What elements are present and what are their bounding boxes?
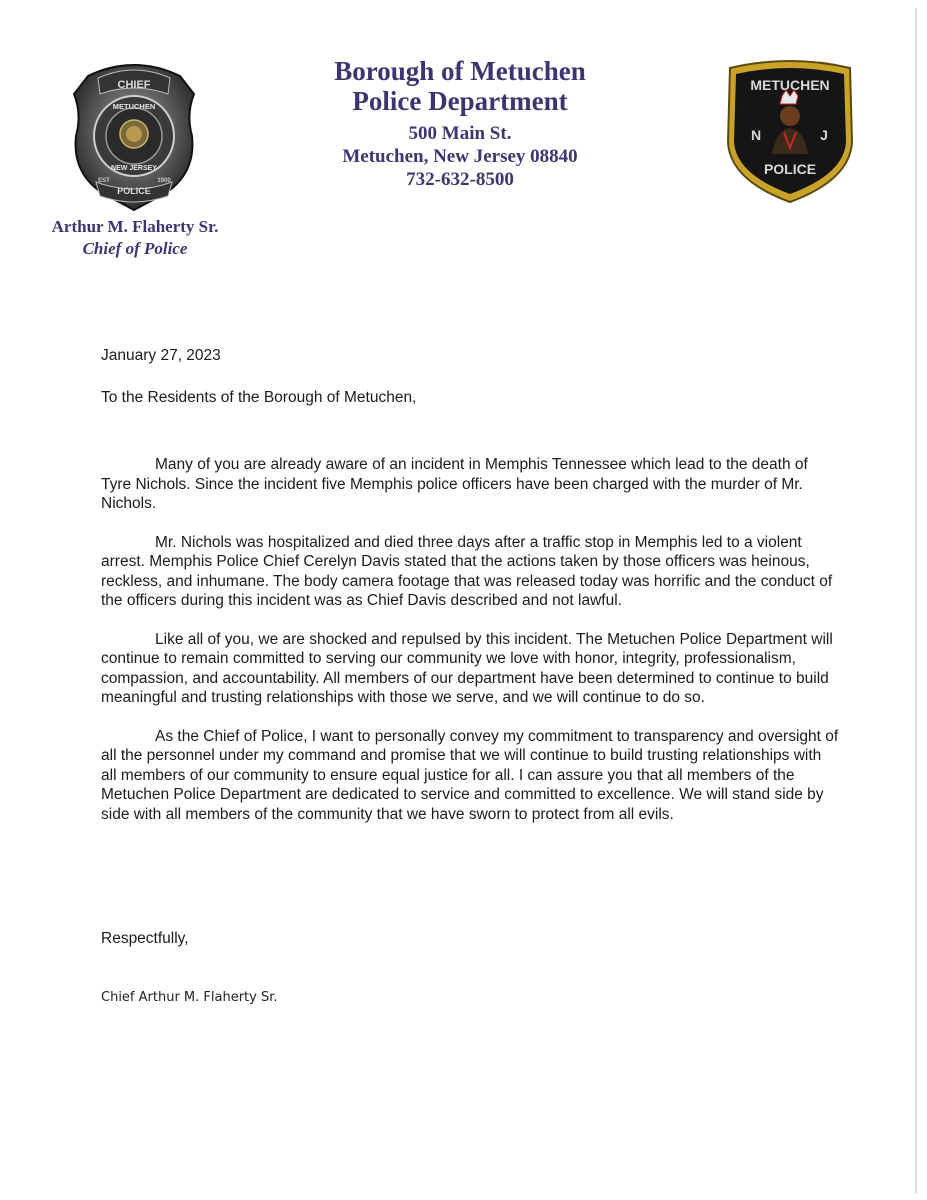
badge-year-right: 1900 xyxy=(157,178,171,184)
letter-closing: Respectfully, xyxy=(101,930,189,947)
badge-year-left: EST xyxy=(98,178,110,184)
badge-top-text: CHIEF xyxy=(117,79,151,91)
chief-title: Chief of Police xyxy=(82,239,188,258)
badge-ring-text: METUCHEN xyxy=(112,102,156,111)
org-name-line2: Police Department xyxy=(352,86,568,116)
police-chief-badge-icon xyxy=(68,54,200,214)
letter-signature: Chief Arthur M. Flaherty Sr. xyxy=(101,990,278,1005)
letter-salutation: To the Residents of the Borough of Metuchen, xyxy=(101,388,417,406)
badge-lower-ring-text: NEW JERSEY xyxy=(111,165,157,172)
patch-left-letter: N xyxy=(750,127,762,143)
badge-graphic xyxy=(68,54,200,214)
letter-body xyxy=(101,346,841,843)
patch-bottom-text: POLICE xyxy=(763,161,817,177)
letterhead-organization xyxy=(240,56,680,191)
letter-paragraph-1: Many of you are already aware of an incident in Memphis Tennessee which lead to the death of Tyre Nichols. Since the incident five Memphis police officers have been charged with the murder of Mr. Nichols. xyxy=(101,456,808,512)
chief-signature-block xyxy=(30,216,240,260)
address-street: 500 Main St. xyxy=(408,123,512,144)
patch-top-text: METUCHEN xyxy=(750,77,830,93)
address-city: Metuchen, New Jersey 08840 xyxy=(342,146,578,167)
badge-bottom-text: POLICE xyxy=(117,186,151,196)
police-patch-icon xyxy=(722,56,858,206)
chief-name: Arthur M. Flaherty Sr. xyxy=(51,217,219,236)
letter-date: January 27, 2023 xyxy=(101,347,221,364)
patch-graphic xyxy=(722,56,858,206)
patch-right-letter: J xyxy=(820,127,828,143)
org-name-line1: Borough of Metuchen xyxy=(334,56,586,86)
letter-paragraph-2: Mr. Nichols was hospitalized and died three days after a traffic stop in Memphis led to a violent arrest. Memphis Police Chief Cerelyn Davis stated that the actions taken by those officers was heinous, reckless, and inhumane. The body camera footage that was released today was horrific and the conduct of the officers during this incident was as Chief Davis described and not lawful. xyxy=(101,533,833,609)
letter-paragraph-3: Like all of you, we are shocked and repulsed by this incident. The Metuchen Police Department will continue to remain committed to serving our community we love with honor, integrity, professionalism, compassion, and accountability. All members of our department have been determined to continue to build meaningful and trusting relationships with those we serve, and we will continue to do so. xyxy=(101,630,833,706)
letter-paragraph-4: As the Chief of Police, I want to personally convey my commitment to transparency and oversight of all the personnel under my command and promise that we will continue to build trusting relationships with all members of our community to ensure equal justice for all. I can assure you that all members of the Metuchen Police Department are dedicated to service and committed to excellence. We will stand side by side with all members of the community that we have sworn to protect from all evils. xyxy=(101,727,839,823)
page-edge-divider xyxy=(915,8,917,1193)
phone-number: 732-632-8500 xyxy=(406,169,514,190)
